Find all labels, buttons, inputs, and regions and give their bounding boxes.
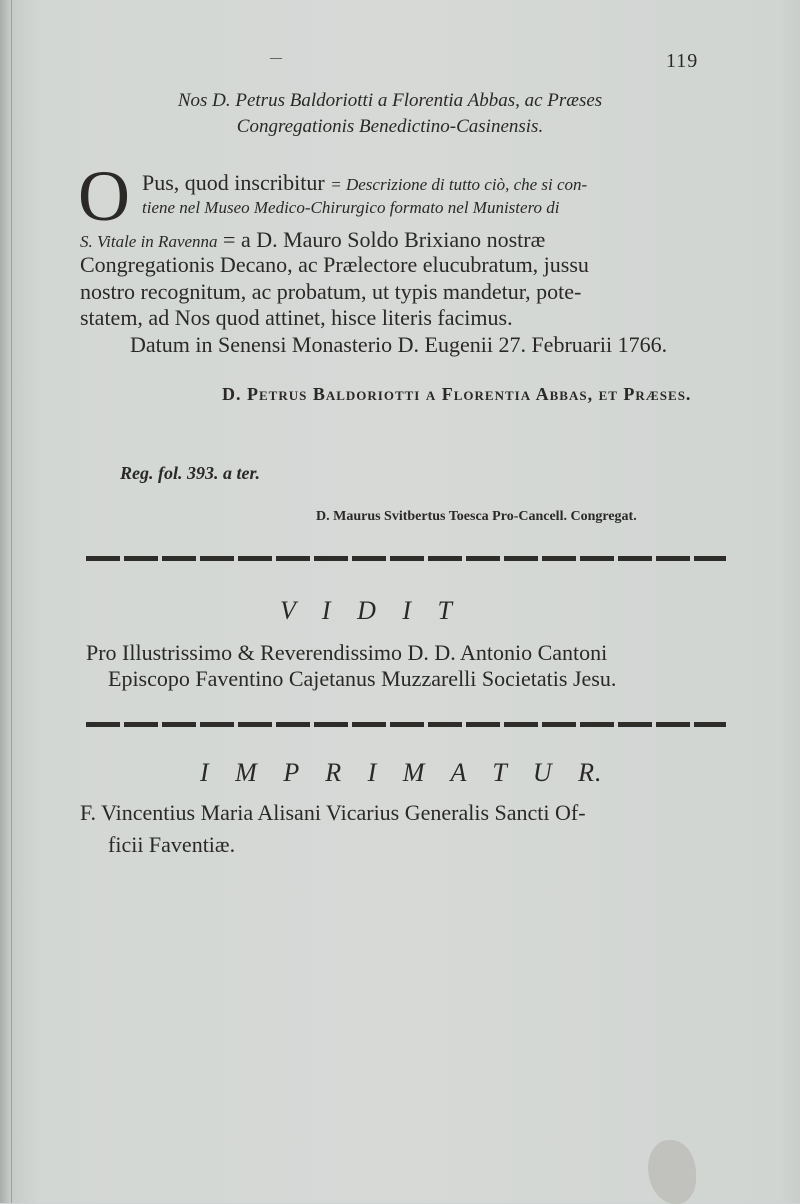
body-line-5: nostro recognitum, ac probatum, ut typis mandetur, pote- xyxy=(80,279,582,304)
date-line: Datum in Senensi Monasterio D. Eugenii 27. Februarii 1766. xyxy=(130,332,668,357)
body-line-6: statem, ad Nos quod attinet, hisce literis facimus. xyxy=(80,305,513,330)
page-number: 119 xyxy=(666,50,699,72)
divider-rule-1 xyxy=(86,556,726,561)
imprimatur-line-2: ficii Faventiæ. xyxy=(108,832,236,857)
abbot-signature: D. Petrus Baldoriotti a Florentia Abbas, et Præses. xyxy=(222,384,692,404)
imprimatur-line-1: F. Vincentius Maria Alisani Vicarius Generalis Sancti Of- xyxy=(80,800,586,825)
body-line-1 xyxy=(142,170,587,196)
vidit-title: V I D I T xyxy=(280,596,453,625)
imprimatur-title: I M P R I M A T U R. xyxy=(200,758,603,787)
body-line-4: Congregationis Decano, ac Prælectore elucubratum, jussu xyxy=(80,252,589,277)
page-gutter xyxy=(11,0,12,1203)
vidit-line-2: Episcopo Faventino Cajetanus Muzzarelli Societatis Jesu. xyxy=(108,666,617,691)
heading-line-1: Nos D. Petrus Baldoriotti a Florentia Abbas, ac Præses xyxy=(177,90,603,111)
body-line-2: tiene nel Museo Medico-Chirurgico formato nel Munistero di xyxy=(142,198,560,217)
body-line-3-italic: S. Vitale in Ravenna xyxy=(80,232,218,251)
registry-note: Reg. fol. 393. a ter. xyxy=(120,463,260,483)
chancellor-line: D. Maurus Svitbertus Toesca Pro-Cancell. Congregat. xyxy=(316,509,637,524)
vidit-line-1: Pro Illustrissimo & Reverendissimo D. D. Antonio Cantoni xyxy=(86,640,608,665)
drop-cap: O xyxy=(78,156,130,236)
top-mark xyxy=(270,58,282,59)
heading-line-2: Congregationis Benedictino-Casinensis. xyxy=(236,116,544,137)
body-line-3 xyxy=(80,227,545,253)
paper-stain xyxy=(648,1140,696,1204)
body-line-1-italic: = Descrizione di tutto ciò, che si con- xyxy=(330,175,588,194)
divider-rule-2 xyxy=(86,722,726,727)
decree-heading xyxy=(80,88,700,140)
body-line-1-roman: Pus, quod inscribitur xyxy=(142,170,325,195)
body-line-3-roman: = a D. Mauro Soldo Brixiano nostræ xyxy=(223,227,546,252)
